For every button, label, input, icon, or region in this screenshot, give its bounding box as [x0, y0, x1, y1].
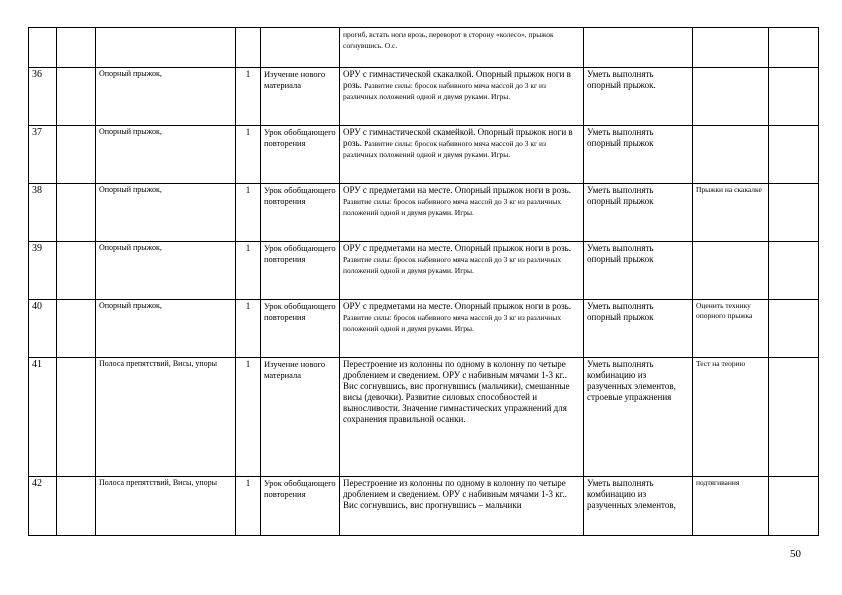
cell-topic: Полоса препятствий, Висы, упоры	[96, 358, 236, 477]
cell-date	[57, 358, 96, 477]
cell-num: 36	[29, 68, 57, 126]
cell-control: Тест на теорию	[693, 358, 769, 477]
cell-date	[57, 28, 96, 68]
cell-topic: Опорный прыжок,	[96, 126, 236, 184]
table-row-continued	[29, 28, 819, 68]
cell-control	[693, 68, 769, 126]
cell-extra	[769, 300, 819, 358]
cell-num: 37	[29, 126, 57, 184]
cell-extra	[769, 68, 819, 126]
table-row	[29, 358, 819, 477]
cell-num: 38	[29, 184, 57, 242]
cell-type: Изучение нового материала	[261, 68, 340, 126]
table-row	[29, 477, 819, 536]
cell-type	[261, 28, 340, 68]
cell-hours: 1	[236, 300, 261, 358]
cell-date	[57, 184, 96, 242]
cell-requirements: Уметь выполнять комбинацию из разученных элементов,	[584, 477, 693, 536]
cell-topic: Полоса препятствий, Висы, упоры	[96, 477, 236, 536]
cell-num: 39	[29, 242, 57, 300]
cell-content: Перестроение из колонны по одному в колонну по четыре дроблением и сведением. ОРУ с набивным мячами 1-3 кг.. Вис согнувшись, вис прогнувшись – мальчики	[340, 477, 584, 536]
cell-date	[57, 242, 96, 300]
cell-topic: Опорный прыжок,	[96, 242, 236, 300]
cell-requirements: Уметь выполнять опорный прыжок	[584, 300, 693, 358]
cell-hours: 1	[236, 477, 261, 536]
table-row	[29, 184, 819, 242]
cell-extra	[769, 28, 819, 68]
cell-requirements: Уметь выполнять опорный прыжок	[584, 242, 693, 300]
cell-content: ОРУ с предметами на месте. Опорный прыжок ноги в розь. Развитие силы: бросок набивного мяча массой до 3 кг из различных положений одной и двумя руками. Игры.	[340, 242, 584, 300]
cell-control: Оценить технику опорного прыжка	[693, 300, 769, 358]
cell-extra	[769, 477, 819, 536]
cell-control: Прыжки на скакалке	[693, 184, 769, 242]
table-row	[29, 126, 819, 184]
cell-extra	[769, 126, 819, 184]
cell-requirements: Уметь выполнять опорный прыжок	[584, 126, 693, 184]
cell-content: ОРУ с гимнастической скамейкой. Опорный прыжок ноги в розь. Развитие силы: бросок набивного мяча массой до 3 кг из различных положений одной и двумя руками. Игры.	[340, 126, 584, 184]
page-number: 50	[790, 548, 801, 560]
cell-type: Урок обобщающего повторения	[261, 242, 340, 300]
lesson-plan-table	[28, 27, 819, 536]
cell-num: 42	[29, 477, 57, 536]
cell-hours: 1	[236, 242, 261, 300]
cell-date	[57, 300, 96, 358]
cell-num: 41	[29, 358, 57, 477]
cell-control: подтягивания	[693, 477, 769, 536]
cell-control	[693, 126, 769, 184]
cell-hours: 1	[236, 184, 261, 242]
table-row	[29, 68, 819, 126]
cell-type: Изучение нового материала	[261, 358, 340, 477]
cell-content: ОРУ с предметами на месте. Опорный прыжок ноги в розь. Развитие силы: бросок набивного мяча массой до 3 кг из различных положений одной и двумя руками. Игры.	[340, 300, 584, 358]
cell-date	[57, 68, 96, 126]
cell-type: Урок обобщающего повторения	[261, 300, 340, 358]
cell-hours	[236, 28, 261, 68]
cell-type: Урок обобщающего повторения	[261, 126, 340, 184]
cell-topic: Опорный прыжок,	[96, 68, 236, 126]
cell-control	[693, 28, 769, 68]
cell-extra	[769, 358, 819, 477]
cell-topic: Опорный прыжок,	[96, 300, 236, 358]
cell-date	[57, 477, 96, 536]
cell-content: Перестроение из колонны по одному в колонну по четыре дроблением и сведением. ОРУ с набивным мячами 1-3 кг.. Вис согнувшись, вис прогнувшись (мальчики), смешанные висы (девочки). Развитие силовых способностей и выносливости. Значение гимнастических упражнений для сохранения правильной осанки.	[340, 358, 584, 477]
cell-content: ОРУ с предметами на месте. Опорный прыжок ноги в розь. Развитие силы: бросок набивного мяча массой до 3 кг из различных положений одной и двумя руками. Игры.	[340, 184, 584, 242]
cell-topic: Опорный прыжок,	[96, 184, 236, 242]
cell-requirements: Уметь выполнять комбинацию из разученных элементов, строевые упражнения	[584, 358, 693, 477]
cell-type: Урок обобщающего повторения	[261, 184, 340, 242]
cell-type: Урок обобщающего повторения	[261, 477, 340, 536]
cell-num: 40	[29, 300, 57, 358]
cell-control	[693, 242, 769, 300]
cell-date	[57, 126, 96, 184]
table-row	[29, 242, 819, 300]
cell-content: прогиб, встать ноги врозь, переворот в сторону «колесо», прыжок согнувшись. О.с.	[340, 28, 584, 68]
cell-hours: 1	[236, 358, 261, 477]
cell-extra	[769, 242, 819, 300]
cell-requirements: Уметь выполнять опорный прыжок	[584, 184, 693, 242]
cell-extra	[769, 184, 819, 242]
cell-hours: 1	[236, 68, 261, 126]
cell-hours: 1	[236, 126, 261, 184]
cell-content: ОРУ с гимнастической скакалкой. Опорный прыжок ноги в розь. Развитие силы: бросок набивного мяча массой до 3 кг из различных положений одной и двумя руками. Игры.	[340, 68, 584, 126]
cell-requirements	[584, 28, 693, 68]
cell-num	[29, 28, 57, 68]
table-row	[29, 300, 819, 358]
cell-requirements: Уметь выполнять опорный прыжок.	[584, 68, 693, 126]
cell-topic	[96, 28, 236, 68]
